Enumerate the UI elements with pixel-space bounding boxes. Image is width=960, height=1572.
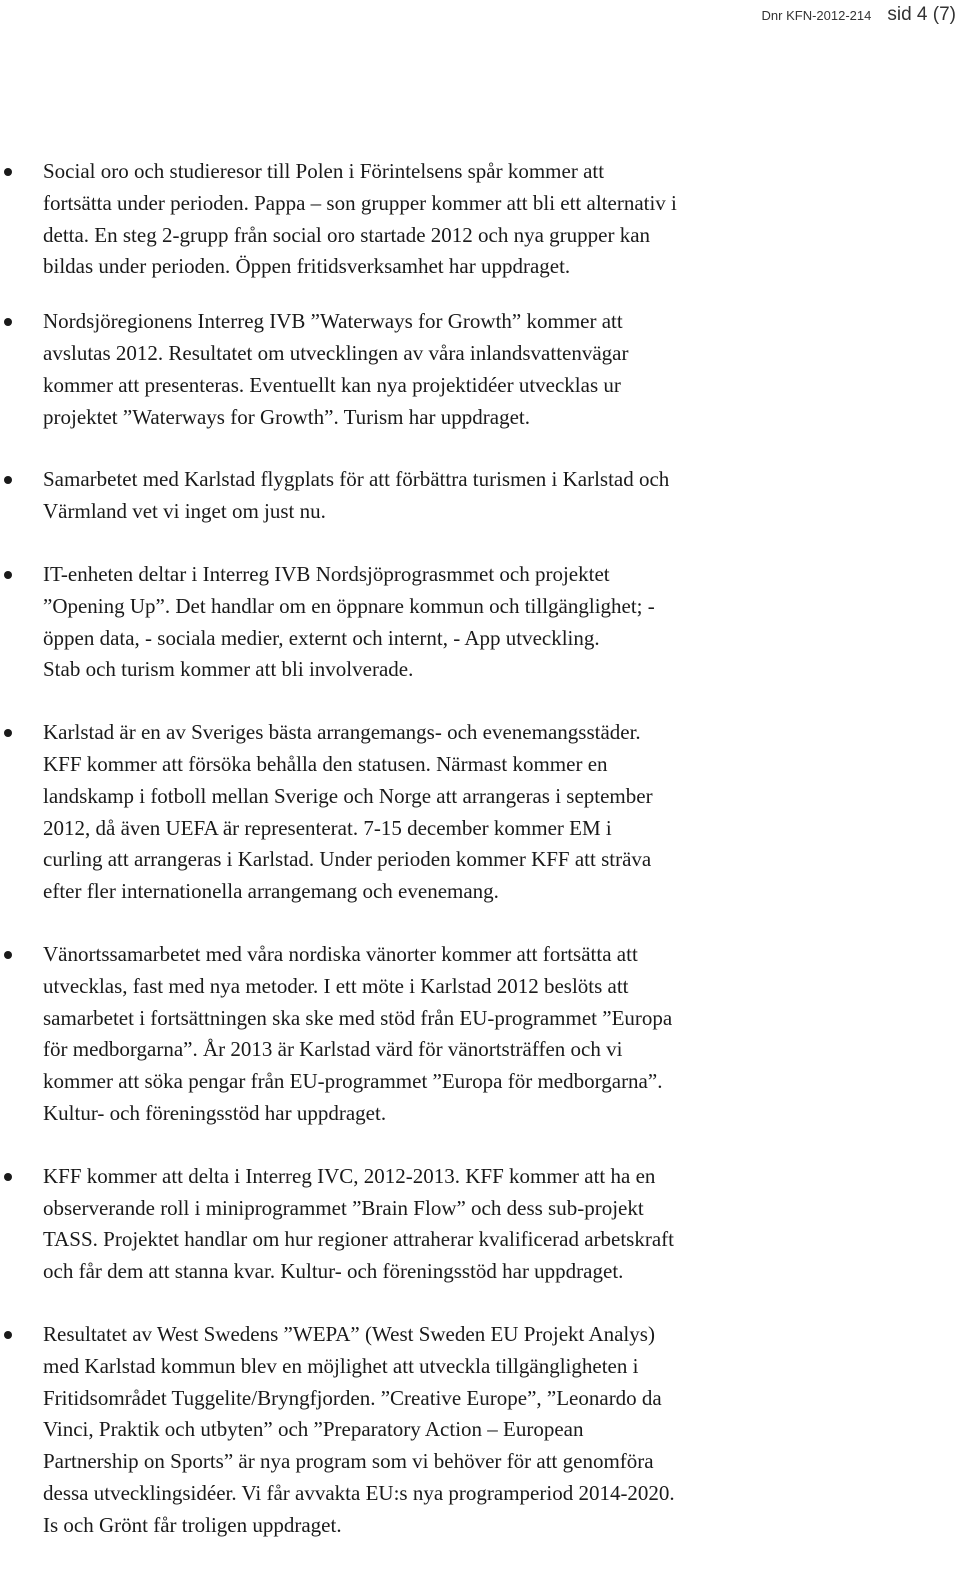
bullet-line: Vinci, Praktik och utbyten” och ”Preparatory Action – European (43, 1417, 584, 1442)
bullet-icon (4, 168, 12, 176)
bullet-line: Is och Grönt får troligen uppdraget. (43, 1512, 342, 1537)
bullet-item-wepa (0, 1319, 960, 1542)
bullet-line: TASS. Projektet handlar om hur regioner attraherar kvalificerad arbetskraft (43, 1227, 674, 1252)
bullet-item-opening-up (0, 559, 960, 686)
bullet-line: efter fler internationella arrangemang och evenemang. (43, 879, 499, 904)
bullet-item-interreg-ivc (0, 1161, 960, 1288)
bullet-line: Samarbetet med Karlstad flygplats för att förbättra turismen i Karlstad och (43, 467, 670, 492)
bullet-line: Fritidsområdet Tuggelite/Bryngfjorden. ”Creative Europe”, ”Leonardo da (43, 1385, 662, 1410)
bullet-item-vanort (0, 939, 960, 1130)
bullet-text (43, 939, 950, 1130)
bullet-icon (4, 318, 12, 326)
bullet-icon (4, 1173, 12, 1181)
bullet-text (43, 306, 950, 433)
bullet-item-flygplats (0, 464, 960, 528)
document-reference: Dnr KFN-2012-214 (761, 8, 872, 23)
bullet-line: öppen data, - sociala medier, externt och internt, - App utveckling. (43, 625, 600, 650)
bullet-line: projektet ”Waterways for Growth”. Turism har uppdraget. (43, 404, 531, 429)
bullet-line: IT-enheten deltar i Interreg IVB Nordsjöprograsmmet och projektet (43, 561, 610, 586)
bullet-line: 2012, då även UEFA är representerat. 7-15 december kommer EM i (43, 815, 612, 840)
bullet-line: utvecklas, fast med nya metoder. I ett möte i Karlstad 2012 beslöts att (43, 973, 629, 998)
bullet-text (43, 156, 950, 283)
bullet-line: Karlstad är en av Sveriges bästa arrangemangs- och evenemangsstäder. (43, 720, 641, 745)
bullet-line: Social oro och studieresor till Polen i Förintelsens spår kommer att (43, 159, 605, 183)
bullet-line: bildas under perioden. Öppen fritidsverksamhet har uppdraget. (43, 254, 571, 279)
bullet-line: Nordsjöregionens Interreg IVB ”Waterways for Growth” kommer att (43, 309, 623, 334)
bullet-item-polen (0, 156, 960, 283)
bullet-line: för medborgarna”. År 2013 är Karlstad värd för vänortsträffen och vi (43, 1037, 623, 1062)
bullet-line: samarbetet i fortsättningen ska ske med stöd från EU-programmet ”Europa (43, 1005, 673, 1030)
bullet-line: dessa utvecklingsidéer. Vi får avvakta EU:s nya programperiod 2014-2020. (43, 1480, 675, 1505)
bullet-line: ”Opening Up”. Det handlar om en öppnare kommun och tillgänglighet; - (43, 593, 655, 618)
bullet-line: Vänortssamarbetet med våra nordiska vänorter kommer att fortsätta att (43, 941, 638, 966)
bullet-item-waterways (0, 306, 960, 433)
bullet-line: avslutas 2012. Resultatet om utvecklingen av våra inlandsvattenvägar (43, 340, 629, 365)
bullet-text (43, 1161, 950, 1288)
bullet-line: detta. En steg 2-grupp från social oro startade 2012 och nya grupper kan (43, 222, 651, 247)
bullet-text (43, 464, 950, 528)
bullet-line: kommer att söka pengar från EU-programmet ”Europa för medborgarna”. (43, 1069, 663, 1094)
bullet-line: fortsätta under perioden. Pappa – son grupper kommer att bli ett alternativ i (43, 190, 677, 215)
bullet-list (0, 156, 960, 1572)
bullet-line: Stab och turism kommer att bli involverade. (43, 657, 414, 682)
bullet-line: Kultur- och föreningsstöd har uppdraget. (43, 1100, 387, 1125)
bullet-line: observerande roll i miniprogrammet ”Brain Flow” och dess sub-projekt (43, 1195, 644, 1220)
bullet-line: KFF kommer att försöka behålla den statusen. Närmast kommer en (43, 751, 608, 776)
page-number: sid 4 (7) (887, 4, 956, 25)
bullet-icon (4, 951, 12, 959)
bullet-line: landskamp i fotboll mellan Sverige och Norge att arrangeras i september (43, 783, 653, 808)
bullet-text (43, 559, 950, 686)
bullet-line: KFF kommer att delta i Interreg IVC, 2012-2013. KFF kommer att ha en (43, 1163, 656, 1188)
bullet-line: Värmland vet vi inget om just nu. (43, 499, 326, 524)
bullet-line: curling att arrangeras i Karlstad. Under perioden kommer KFF att sträva (43, 847, 652, 872)
bullet-text (43, 717, 950, 908)
bullet-line: och får dem att stanna kvar. Kultur- och föreningsstöd har uppdraget. (43, 1259, 624, 1284)
bullet-icon (4, 476, 12, 484)
bullet-line: med Karlstad kommun blev en möjlighet att utveckla tillgängligheten i (43, 1353, 639, 1378)
bullet-icon (4, 729, 12, 737)
page-header (762, 4, 956, 26)
bullet-text (43, 1319, 950, 1542)
bullet-icon (4, 1331, 12, 1339)
bullet-line: Partnership on Sports” är nya program som vi behöver för att genomföra (43, 1449, 654, 1474)
bullet-icon (4, 571, 12, 579)
bullet-line: Resultatet av West Swedens ”WEPA” (West Sweden EU Projekt Analys) (43, 1321, 655, 1346)
bullet-line: kommer att presenteras. Eventuellt kan nya projektidéer utvecklas ur (43, 372, 621, 397)
bullet-item-evenemang (0, 717, 960, 908)
